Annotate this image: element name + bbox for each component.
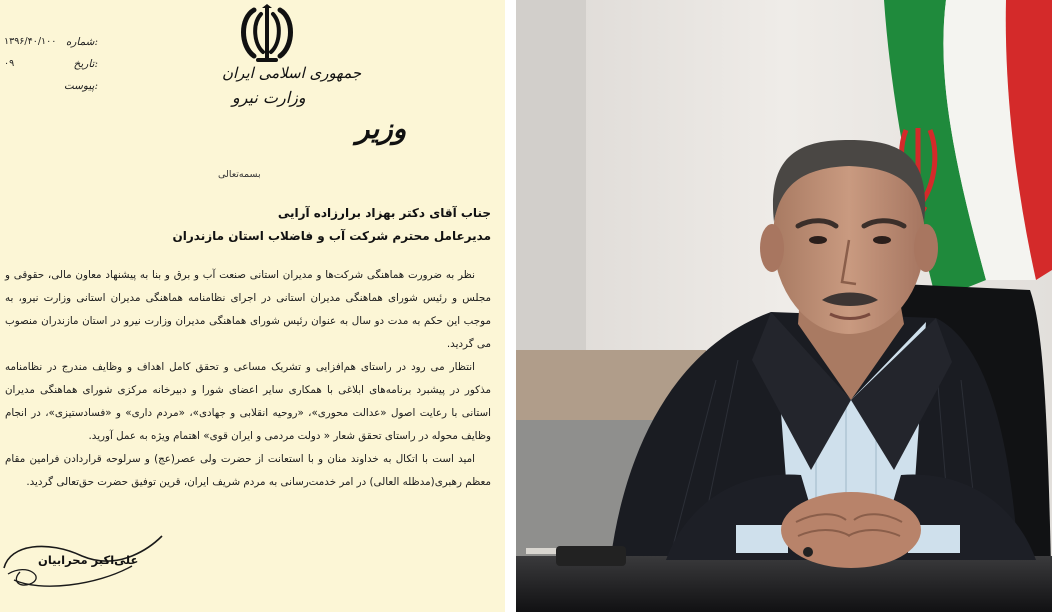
letter-paragraph: امید است با اتکال به خداوند منان و با استعانت از حضرت ولی عصر(عج) و سرلوحه قراردادن فرامین مقام معظم رهبری(مدظله العالی) در امر خدمت‌رسانی به مردم شریف ایران، قرین توفیق حضرت حق‌تعالی گردید. [5,453,491,488]
letterhead-ministry: وزارت نیرو [232,88,306,107]
recipient-name: جناب آقای دکتر بهزاد برارزاده آرایی [277,206,491,220]
signature-name: علی‌اکبر محرابیان [38,553,139,567]
letter-paragraph: نظر به ضرورت هماهنگی شرکت‌ها و مدیران استانی صنعت آب و برق و بنا به پیشنهاد معاون مالی، حقوقی و مجلس و رئیس شورای هماهنگی مدیران استانی در اجرای نظامنامه هماهنگی مدیران استانی وزارت نیرو، به موجب این حکم به مدت دو سال به عنوان رئیس شورای هماهنگی مدیران وزارت نیرو در استان مازندران منصوب می گردید. [5,269,491,350]
letter-body [5,264,491,494]
letter-paragraph: انتظار می رود در راستای هم‌افزایی و تشریک مساعی و تحقق کامل اهداف و وظایف مندرج در نظامنامه مذکور در پیشبرد برنامه‌های ابلاغی با همکاری سایر اعضای شورا و دبیرخانه مرکزی شورای هماهنگی مدیران استانی با رعایت اصول «عدالت محوری»، «روحیه انقلابی و جهادی»، «مردم داری» و «فسادستیزی»، در انجام وظایف محوله در راستای تحقق شعار « دولت مردمی و ایران قوی» اهتمام ویژه به عمل آورید. [5,361,491,442]
appointment-letter [0,0,505,612]
letter-number-label: شماره: [65,36,98,48]
letter-date-label: تاریخ: [73,58,98,70]
letter-metadata [4,36,104,102]
letter-number-value: ۱۳۹۶/۴۰/۱۰۰ [4,36,57,47]
recipient-title: مدیرعامل محترم شرکت آب و فاضلاب استان مازندران [172,229,491,243]
letterhead-republic: جمهوری اسلامی ایران [222,64,362,82]
iran-emblem-icon [236,4,298,64]
letterhead-minister: وزیر [356,112,407,145]
letter-attachment-label: پیوست: [63,80,98,92]
official-portrait-photo [516,0,1052,612]
letter-date-value: ۰۹ [4,58,15,69]
bismillah-text: بسمه‌تعالی [218,169,261,180]
